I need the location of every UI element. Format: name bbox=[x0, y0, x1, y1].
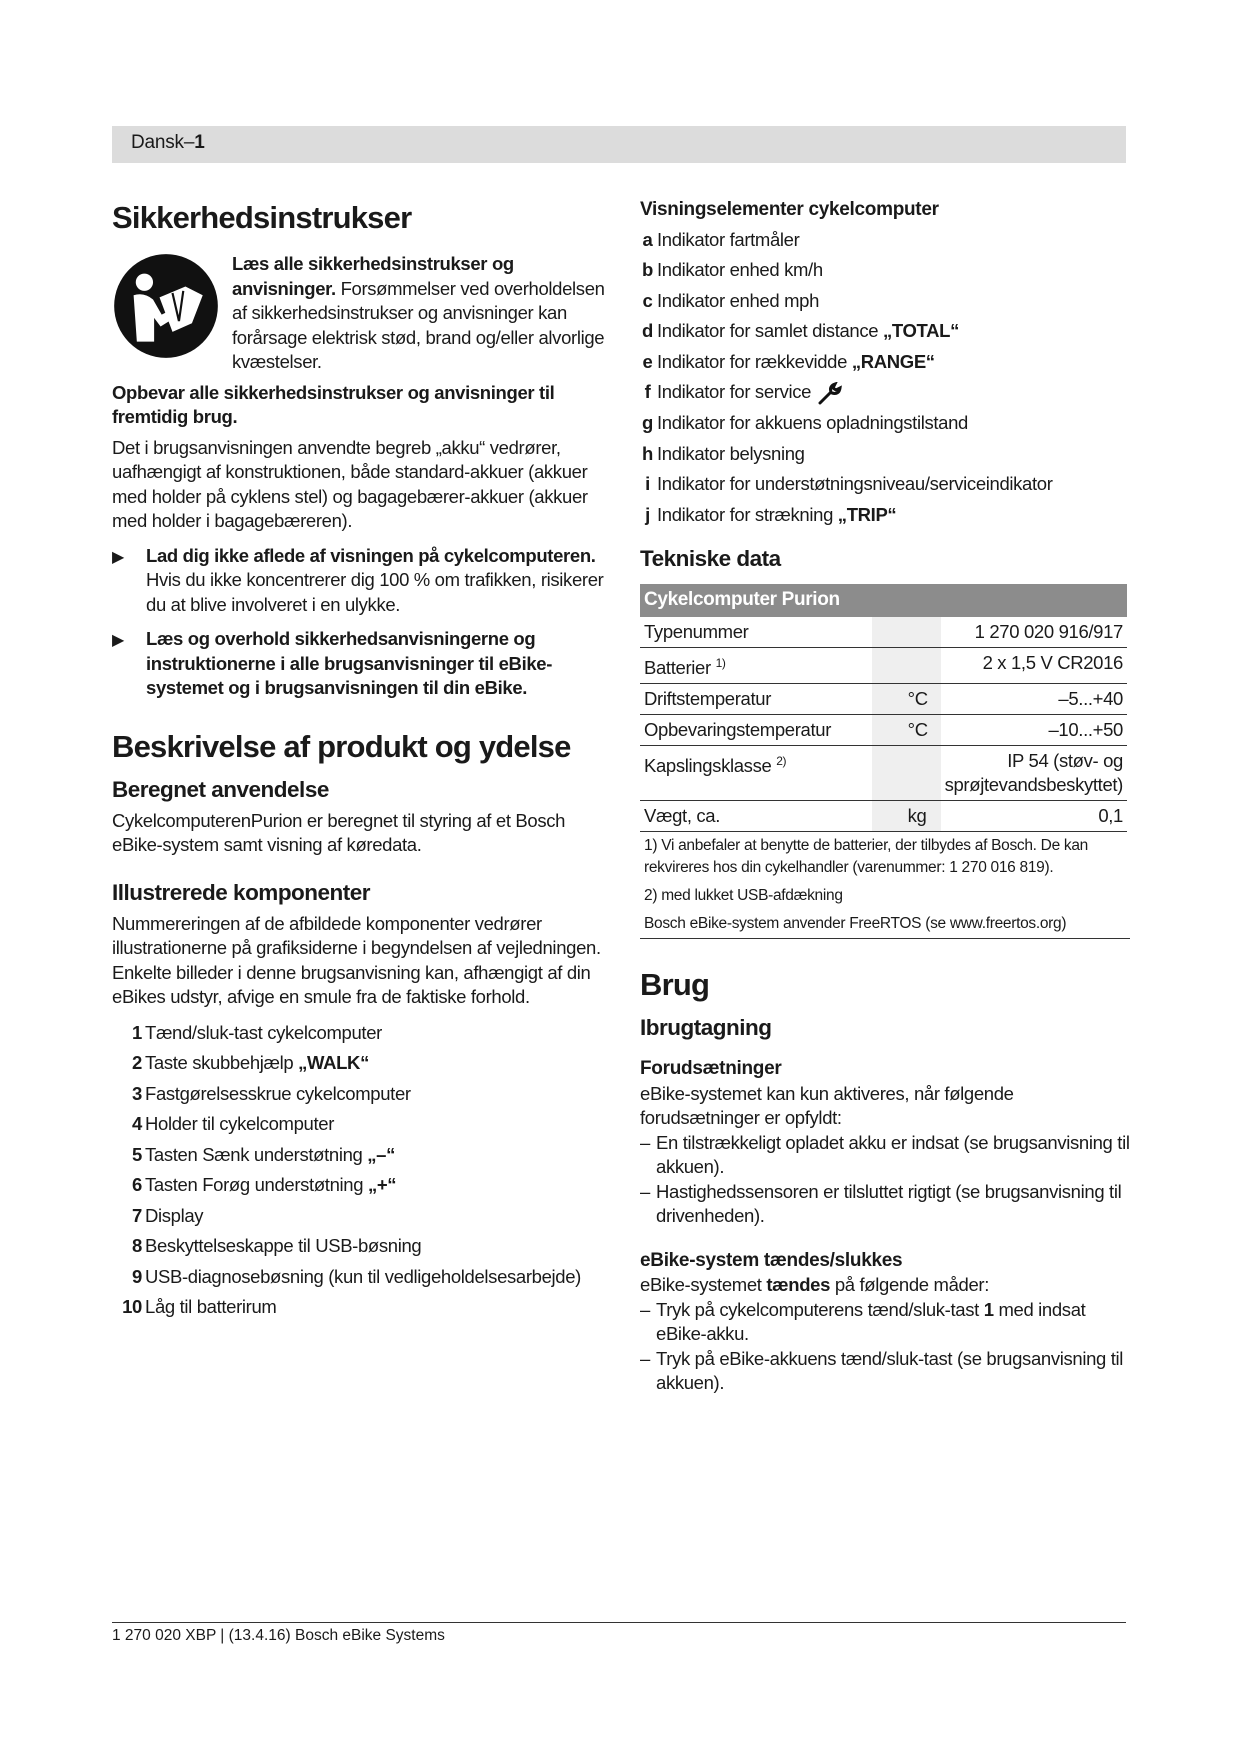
table-cell-value: 2 x 1,5 V CR2016 bbox=[941, 647, 1127, 683]
display-quote: „TOTAL“ bbox=[883, 320, 959, 342]
display-elements-list bbox=[640, 225, 1130, 531]
requirement-text: Hastighedssensoren er tilsluttet rigtigt (se brugsanvisning til drivenheden). bbox=[656, 1180, 1122, 1227]
table-row bbox=[640, 647, 1127, 683]
list-item bbox=[112, 1018, 612, 1049]
safety-warning bbox=[112, 252, 612, 375]
display-letter: h bbox=[642, 442, 653, 464]
display-quote: „TRIP“ bbox=[837, 503, 897, 525]
table-title: Cykelcomputer Purion bbox=[640, 584, 1127, 617]
display-letter: e bbox=[642, 350, 653, 372]
onoff-item1-pre: Tryk på cykelcomputerens tænd/sluk-tast bbox=[656, 1298, 984, 1320]
display-letter: c bbox=[642, 289, 653, 311]
requirement-item bbox=[640, 1180, 1130, 1229]
dash-marker: – bbox=[640, 1298, 650, 1320]
display-letter: j bbox=[645, 503, 650, 525]
component-label: Taste skubbehjælp bbox=[145, 1052, 299, 1073]
component-label: Tænd/sluk-tast cykelcomputer bbox=[145, 1021, 382, 1043]
onoff-bold: tændes bbox=[766, 1274, 831, 1296]
header-separator: – bbox=[183, 132, 195, 153]
table-row bbox=[640, 684, 1127, 715]
product-title: Beskrivelse af produkt og ydelse bbox=[112, 728, 571, 764]
page-footer: 1 270 020 XBP | (13.4.16) Bosch eBike Systems bbox=[112, 1622, 1126, 1645]
right-column bbox=[640, 198, 1130, 1396]
component-number: 4 bbox=[132, 1113, 142, 1134]
component-number: 1 bbox=[132, 1021, 142, 1043]
page-header bbox=[112, 126, 1126, 163]
list-item bbox=[112, 1201, 612, 1232]
onoff-text bbox=[640, 1273, 1130, 1298]
list-item bbox=[640, 225, 1130, 256]
list-item bbox=[112, 1079, 612, 1110]
component-label: Tasten Sænk understøtning bbox=[145, 1143, 368, 1165]
list-item bbox=[112, 1231, 612, 1262]
requirement-item bbox=[640, 1131, 1130, 1180]
list-item bbox=[640, 347, 1130, 378]
left-column bbox=[112, 198, 612, 1323]
table-cell-unit bbox=[872, 617, 941, 648]
display-label: Indikator for rækkevidde bbox=[657, 350, 852, 372]
onoff-item1-bold: 1 bbox=[983, 1298, 994, 1320]
component-number: 7 bbox=[132, 1204, 142, 1226]
display-label: Indikator for service bbox=[657, 381, 812, 403]
component-quote: „–“ bbox=[367, 1143, 396, 1165]
component-quote: „WALK“ bbox=[298, 1052, 369, 1073]
table-row bbox=[640, 746, 1127, 801]
display-label: Indikator for strækning bbox=[657, 503, 838, 525]
footnote-2: 2) med lukket USB-afdækning bbox=[644, 887, 843, 905]
table-cell-label bbox=[640, 647, 872, 683]
row-label: Kapslingsklasse bbox=[644, 755, 777, 777]
bullet-arrow-icon: ▶ bbox=[112, 548, 124, 566]
table-cell-value: IP 54 (støv- og sprøjtevandsbeskyttet) bbox=[941, 746, 1127, 801]
tech-data-title: Tekniske data bbox=[640, 546, 781, 572]
component-quote: „+“ bbox=[367, 1174, 397, 1195]
component-number: 2 bbox=[132, 1052, 142, 1073]
display-letter: b bbox=[642, 259, 653, 281]
safety-bullet-1 bbox=[112, 544, 612, 618]
usage-title: Brug bbox=[640, 967, 710, 1003]
components-list bbox=[112, 1018, 612, 1323]
display-letter: i bbox=[645, 473, 650, 495]
list-item bbox=[640, 408, 1130, 439]
display-letter: g bbox=[642, 412, 653, 434]
component-number: 10 bbox=[122, 1296, 142, 1317]
header-language: Dansk bbox=[131, 132, 184, 153]
table-cell-unit bbox=[872, 647, 941, 683]
intended-use-title: Beregnet anvendelse bbox=[112, 776, 329, 802]
table-cell-label bbox=[640, 715, 872, 746]
bullet-1-text: Hvis du ikke koncentrerer dig 100 % om trafikken, risikerer du at blive involveret i en ulykke. bbox=[146, 569, 604, 615]
header-page-number: 1 bbox=[194, 132, 205, 153]
table-cell-unit: °C bbox=[872, 684, 941, 715]
table-cell-label bbox=[640, 801, 872, 832]
bullet-1-bold: Lad dig ikke aflede af visningen på cykelcomputeren. bbox=[146, 544, 596, 566]
component-label: Fastgørelsesskrue cykelcomputer bbox=[145, 1082, 411, 1104]
display-letter: a bbox=[642, 228, 653, 250]
list-item bbox=[640, 286, 1130, 317]
bullet-2-bold: Læs og overhold sikkerhedsanvisningerne og instruktionerne i alle brugsanvisninger til eBike-systemet og i brugsanvisningen til din eBike. bbox=[146, 628, 553, 698]
list-item bbox=[112, 1262, 612, 1293]
safety-bullet-2 bbox=[112, 627, 612, 701]
list-item bbox=[640, 377, 1130, 408]
list-item bbox=[640, 469, 1130, 500]
row-label: Vægt, ca. bbox=[644, 805, 721, 827]
components-title: Illustrerede komponenter bbox=[112, 879, 371, 905]
display-label: Indikator belysning bbox=[657, 442, 805, 464]
table-row bbox=[640, 617, 1127, 648]
warning-body: Forsømmelser ved overholdelsen af sikkerhedsinstrukser og anvisninger kan forårsage elektrisk stød, brand og/eller alvorlige kvæstelser. bbox=[232, 277, 605, 372]
display-label: Indikator for akkuens opladningstilstand bbox=[657, 412, 968, 434]
footnote-ref: 2) bbox=[776, 754, 787, 769]
dash-marker: – bbox=[640, 1347, 650, 1369]
list-item bbox=[112, 1109, 612, 1140]
footnote-ref: 1) bbox=[715, 655, 726, 670]
tech-data-table bbox=[640, 584, 1127, 832]
read-manual-icon bbox=[112, 252, 220, 360]
component-label: Tasten Forøg understøtning bbox=[145, 1174, 368, 1195]
table-row bbox=[640, 801, 1127, 832]
requirement-text: En tilstrækkeligt opladet akku er indsat (se brugsanvisning til akkuen). bbox=[656, 1131, 1130, 1178]
list-item bbox=[640, 316, 1130, 347]
table-cell-value: –5...+40 bbox=[941, 684, 1127, 715]
footnote-1: 1) Vi anbefaler at benytte de batterier, der tilbydes af Bosch. De kan rekvireres hos din cykelhandler (varenummer: 1 270 016 819). bbox=[644, 837, 1088, 877]
display-label: Indikator for understøtningsniveau/serviceindikator bbox=[657, 473, 1053, 495]
requirements-text: eBike-systemet kan kun aktiveres, når følgende forudsætninger er opfyldt: bbox=[640, 1082, 1014, 1129]
component-label: Display bbox=[145, 1204, 204, 1226]
freertos-note: Bosch eBike-system anvender FreeRTOS (se www.freertos.org) bbox=[640, 910, 1130, 939]
component-number: 6 bbox=[132, 1174, 142, 1195]
table-cell-label bbox=[640, 684, 872, 715]
component-number: 9 bbox=[132, 1265, 142, 1287]
safety-title: Sikkerhedsinstrukser bbox=[112, 200, 412, 235]
onoff-item bbox=[640, 1347, 1130, 1396]
table-cell-value: –10...+50 bbox=[941, 715, 1127, 746]
row-label: Opbevaringstemperatur bbox=[644, 719, 831, 741]
table-cell-value: 1 270 020 916/917 bbox=[941, 617, 1127, 648]
requirements-list bbox=[640, 1131, 1130, 1229]
table-cell-unit bbox=[872, 746, 941, 801]
display-letter: f bbox=[644, 381, 651, 403]
dash-marker: – bbox=[640, 1180, 650, 1202]
display-label: Indikator for samlet distance bbox=[657, 320, 883, 342]
onoff-item2: Tryk på eBike-akkuens tænd/sluk-tast (se brugsanvisning til akkuen). bbox=[656, 1347, 1124, 1394]
table-cell-label bbox=[640, 617, 872, 648]
display-elements-title: Visningselementer cykelcomputer bbox=[640, 199, 939, 220]
list-item bbox=[112, 1140, 612, 1171]
display-quote: „RANGE“ bbox=[851, 350, 935, 372]
row-label: Batterier bbox=[644, 657, 716, 679]
list-item bbox=[112, 1292, 612, 1323]
table-cell-unit: °C bbox=[872, 715, 941, 746]
wrench-icon bbox=[817, 382, 843, 406]
onoff-title: eBike-system tændes/slukkes bbox=[640, 1249, 903, 1271]
component-label: Låg til batterirum bbox=[145, 1296, 277, 1317]
component-number: 3 bbox=[132, 1082, 142, 1104]
row-label: Typenummer bbox=[644, 620, 749, 642]
component-label: USB-diagnosebøsning (kun til vedligeholdelsesarbejde) bbox=[145, 1265, 581, 1287]
safety-warning-text bbox=[232, 252, 612, 375]
onoff-pre: eBike-systemet bbox=[640, 1274, 767, 1296]
bullet-arrow-icon: ▶ bbox=[112, 632, 124, 649]
onoff-item1-post: med indsat eBike-akku. bbox=[656, 1298, 1086, 1345]
table-cell-value: 0,1 bbox=[941, 801, 1127, 832]
commissioning-title: Ibrugtagning bbox=[640, 1015, 772, 1041]
table-cell-label bbox=[640, 746, 872, 801]
requirements-title: Forudsætninger bbox=[640, 1058, 782, 1080]
onoff-item bbox=[640, 1298, 1130, 1347]
list-item bbox=[640, 439, 1130, 470]
component-number: 8 bbox=[132, 1235, 142, 1256]
onoff-post: på følgende måder: bbox=[830, 1274, 989, 1296]
component-number: 5 bbox=[132, 1143, 142, 1165]
components-text: Nummereringen af de afbildede komponenter vedrører illustrationerne på grafiksiderne i begyndelsen af vejledningen. Enkelte billeder i denne brugsanvisning kan, afhængigt af din eBikes udstyr, afvige en smule fra de faktiske forhold. bbox=[112, 912, 601, 1007]
intended-use-text: CykelcomputerenPurion er beregnet til styring af et Bosch eBike-system samt visning af køredata. bbox=[112, 809, 566, 855]
display-letter: d bbox=[642, 320, 653, 342]
list-item bbox=[112, 1170, 612, 1201]
display-label: Indikator fartmåler bbox=[657, 228, 800, 250]
akku-paragraph: Det i brugsanvisningen anvendte begreb „akku“ vedrører, uafhængigt af konstruktionen, både standard-akkuer (akkuer med holder på cyklens stel) og bagagebærer-akkuer (akkuer med holder i bagagebæreren). bbox=[112, 436, 588, 531]
list-item bbox=[640, 255, 1130, 286]
component-label: Beskyttelseskappe til USB-bøsning bbox=[145, 1235, 422, 1256]
keep-instructions: Opbevar alle sikkerhedsinstrukser og anvisninger til fremtidig brug. bbox=[112, 381, 555, 427]
display-label: Indikator enhed km/h bbox=[657, 259, 823, 281]
display-label: Indikator enhed mph bbox=[657, 289, 820, 311]
list-item bbox=[112, 1048, 612, 1079]
row-label: Driftstemperatur bbox=[644, 688, 772, 710]
table-cell-unit: kg bbox=[872, 801, 941, 832]
table-row bbox=[640, 715, 1127, 746]
dash-marker: – bbox=[640, 1131, 650, 1153]
warning-bold: Læs alle sikkerhedsinstrukser og anvisninger. bbox=[232, 253, 514, 299]
component-label: Holder til cykelcomputer bbox=[145, 1113, 335, 1134]
list-item bbox=[640, 500, 1130, 531]
